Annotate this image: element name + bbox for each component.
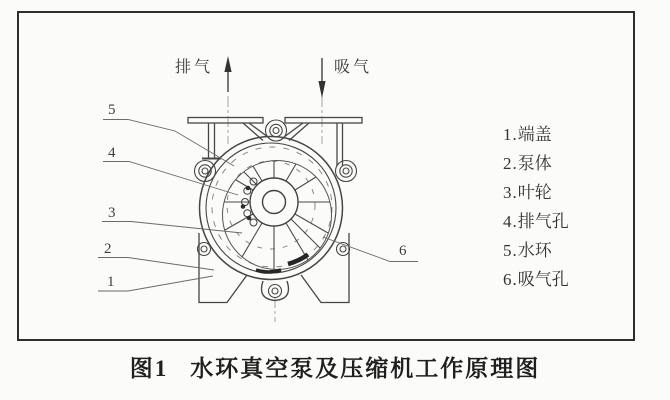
impeller-hub — [250, 178, 298, 226]
legend-item-number: 4. — [503, 212, 518, 231]
legend-item-number: 1. — [503, 125, 518, 144]
legend-item-label: 吸气孔 — [517, 270, 569, 289]
legend-item — [503, 265, 569, 294]
legend-item-label: 泵体 — [517, 154, 552, 173]
callout-2: 2 — [104, 241, 112, 257]
parts-legend — [503, 120, 569, 294]
legend-item-label: 排气孔 — [517, 212, 569, 231]
up-arrow-icon — [224, 56, 231, 92]
callout-1: 1 — [107, 274, 115, 290]
callout-3: 3 — [108, 205, 116, 221]
legend-item-number: 6. — [503, 270, 518, 289]
legend-item-number: 2. — [503, 154, 518, 173]
figure-caption — [0, 350, 670, 383]
legend-item-number: 5. — [503, 241, 518, 260]
callout-5: 5 — [108, 102, 116, 118]
callout-6: 6 — [399, 243, 407, 259]
legend-item — [503, 236, 569, 265]
exhaust-label: 排气 — [175, 59, 214, 76]
legend-item-label: 叶轮 — [517, 183, 552, 202]
legend-item — [503, 178, 569, 207]
intake-label: 吸气 — [334, 59, 373, 76]
callout-4: 4 — [108, 145, 116, 161]
legend-item-label: 端盖 — [517, 125, 552, 144]
figure-title: 水环真空泵及压缩机工作原理图 — [190, 356, 541, 381]
legend-item — [503, 207, 569, 236]
legend-item-label: 水环 — [517, 241, 552, 260]
legend-item — [503, 149, 569, 178]
legend-item — [503, 120, 569, 149]
legend-item-number: 3. — [503, 183, 518, 202]
figure-number: 图1 — [129, 356, 169, 381]
down-arrow-icon — [318, 58, 325, 98]
